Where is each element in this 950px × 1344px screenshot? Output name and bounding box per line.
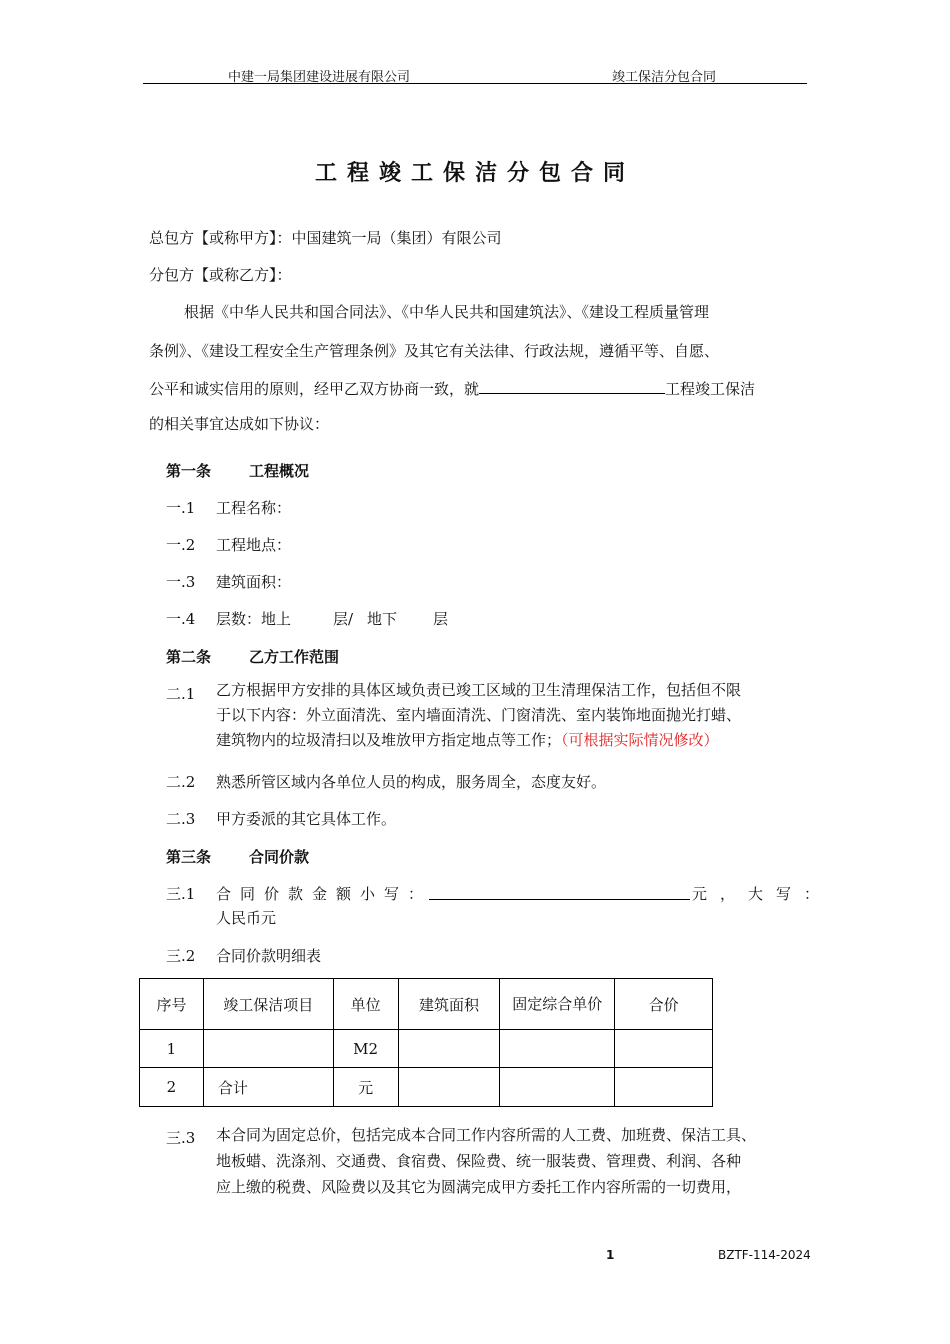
fixed-price-line-2: 地板蜡、洗涤剂、交通费、食宿费、保险费、统一服装费、管理费、利润、各种 [216, 1152, 742, 1170]
fixed-price-line-3: 应上缴的税费、风险费以及其它为圆满完成甲方委托工作内容所需的一切费用， [216, 1178, 742, 1196]
editable-note: （可根据实际情况修改） [561, 731, 719, 749]
table-cell[interactable] [615, 1068, 713, 1107]
subcontractor-line: 分包方【或称乙方】： [149, 266, 292, 284]
table-row [140, 1068, 713, 1107]
fixed-price-line-1: 本合同为固定总价，包括完成本合同工作内容所需的人工费、加班费、保洁工具、 [216, 1126, 757, 1144]
table-cell: 2 [140, 1068, 204, 1107]
intro-line-4: 的相关事宜达成如下协议： [149, 415, 330, 433]
table-row [140, 1030, 713, 1068]
table-cell: 合计 [203, 1068, 333, 1107]
floors-field-above: 层数：地上 [216, 610, 292, 628]
item-number: 一.4 [166, 610, 196, 628]
fixed-price-paragraph [216, 1122, 756, 1200]
item-number: 一.3 [166, 573, 196, 591]
item-number: 一.1 [166, 499, 196, 517]
floors-field-below: 地下 [367, 610, 398, 628]
article-2-title: 乙方工作范围 [249, 648, 340, 666]
table-cell[interactable] [398, 1030, 500, 1068]
header-doc-title: 竣工保洁分包合同 [612, 70, 717, 85]
intro-line-3-tail: 工程竣工保洁 [665, 380, 756, 398]
table-cell[interactable] [398, 1068, 500, 1107]
price-table-caption: 合同价款明细表 [216, 947, 322, 965]
price-lowercase-blank[interactable] [429, 883, 690, 900]
item-number: 一.2 [166, 536, 196, 554]
table-cell[interactable] [615, 1030, 713, 1068]
item-number: 三.2 [166, 947, 196, 965]
item-number: 二.1 [166, 685, 196, 703]
col-header-area: 建筑面积 [398, 979, 500, 1030]
price-lowercase-label: 合同价款金额小写： [216, 885, 433, 903]
project-name-field: 工程名称： [216, 499, 292, 517]
col-header-unit-price: 固定综合单价 [500, 979, 615, 1030]
project-location-field: 工程地点： [216, 536, 292, 554]
article-3-label: 第三条 [166, 848, 212, 866]
header-company: 中建一局集团建设进展有限公司 [228, 70, 411, 85]
col-header-unit: 单位 [333, 979, 398, 1030]
intro-line-1: 根据《中华人民共和国合同法》、《中华人民共和国建筑法》、《建设工程质量管理 [184, 303, 710, 321]
col-header-item: 竣工保洁项目 [203, 979, 333, 1030]
item-number: 二.3 [166, 810, 196, 828]
header-rule [143, 83, 807, 84]
item-number: 三.3 [166, 1129, 196, 1147]
price-uppercase-label: 元，大写： [692, 885, 833, 903]
article-1-title: 工程概况 [249, 462, 310, 480]
floors-unit-1: 层/ [333, 610, 354, 628]
work-scope-line-3-text: 建筑物内的垃圾清扫以及堆放甲方指定地点等工作； [216, 731, 562, 749]
article-3-title: 合同价款 [249, 848, 310, 866]
document-code: BZTF-114-2024 [718, 1248, 811, 1262]
intro-line-3-text: 公平和诚实信用的原则，经甲乙双方协商一致，就 [149, 380, 480, 398]
item-number: 二.2 [166, 773, 196, 791]
table-cell: M2 [333, 1030, 398, 1068]
project-name-blank[interactable] [479, 377, 665, 394]
article-2-label: 第二条 [166, 648, 212, 666]
col-header-index: 序号 [140, 979, 204, 1030]
general-contractor-line: 总包方【或称甲方】：中国建筑一局（集团）有限公司 [149, 229, 502, 247]
article-1-label: 第一条 [166, 462, 212, 480]
price-detail-table [139, 978, 713, 1107]
price-uppercase-value: 人民币元 [216, 909, 277, 927]
table-cell: 1 [140, 1030, 204, 1068]
document-title: 工程竣工保洁分包合同 [314, 161, 635, 186]
col-header-total: 合价 [615, 979, 713, 1030]
work-scope-line-2: 于以下内容：外立面清洗、室内墙面清洗、门窗清洗、室内装饰地面抛光打蜡、 [216, 706, 742, 724]
table-cell: 元 [333, 1068, 398, 1107]
table-header-row [140, 979, 713, 1030]
page-number: 1 [606, 1248, 615, 1262]
work-scope-item-2: 熟悉所管区域内各单位人员的构成，服务周全，态度友好。 [216, 773, 607, 791]
intro-line-3 [149, 377, 755, 399]
table-cell[interactable] [500, 1030, 615, 1068]
work-scope-item-3: 甲方委派的其它具体工作。 [216, 810, 397, 828]
work-scope-paragraph [216, 678, 741, 753]
table-cell[interactable] [500, 1068, 615, 1107]
table-cell[interactable] [203, 1030, 333, 1068]
building-area-field: 建筑面积： [216, 573, 292, 591]
work-scope-line-3 [216, 728, 741, 753]
work-scope-line-1: 乙方根据甲方安排的具体区域负责已竣工区域的卫生清理保洁工作，包括但不限 [216, 681, 742, 699]
floors-unit-2: 层 [433, 610, 449, 628]
intro-line-2: 条例》、《建设工程安全生产管理条例》及其它有关法律、行政法规，遵循平等、自愿、 [149, 342, 720, 360]
item-number: 三.1 [166, 885, 196, 903]
